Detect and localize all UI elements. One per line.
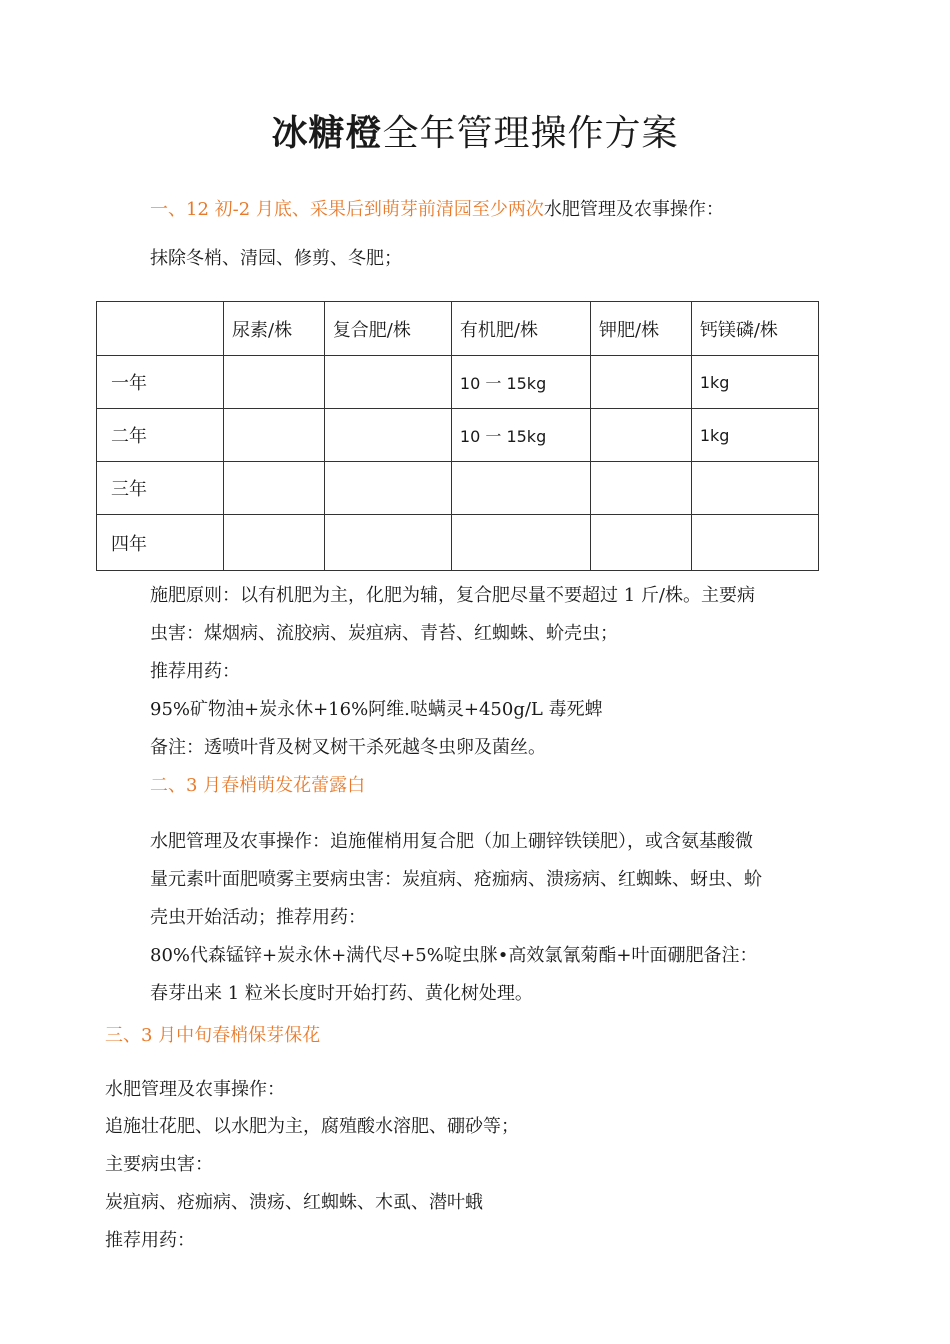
section2-heading: 二、3 月春梢萌发花蕾露白: [150, 775, 366, 796]
section1-heading-rest: 水肥管理及农事操作：: [543, 199, 724, 220]
table-cell: 10 一 15kg: [451, 409, 590, 462]
table-cell: 三年: [97, 462, 224, 515]
table-header-cell: 尿素/株: [224, 302, 325, 356]
table-cell: [591, 356, 692, 409]
fertilizer-principle-line2: 虫害：煤烟病、流胶病、炭疽病、青苔、红蜘蛛、蚧壳虫；: [150, 623, 618, 644]
table-header-cell: [97, 302, 224, 356]
section2-line4: 80%代森锰锌+炭永休+满代尽+5%啶虫脒•高效氯氰菊酯+叶面硼肥备注：: [150, 945, 758, 966]
title-rest-part: 全年管理操作方案: [382, 113, 679, 154]
table-cell: [324, 409, 451, 462]
table-cell: 1kg: [691, 409, 818, 462]
section1-heading: [150, 197, 724, 223]
section2-line2: 量元素叶面肥喷雾主要病虫害：炭疽病、疮痂病、溃疡病、红蜘蛛、蚜虫、蚧: [150, 869, 762, 890]
table-cell: 二年: [97, 409, 224, 462]
table-cell: [224, 515, 325, 571]
table-header-cell: 钾肥/株: [591, 302, 692, 356]
section3-heading: 三、3 月中旬春梢保芽保花: [105, 1025, 321, 1046]
table-cell: [324, 356, 451, 409]
table-header-cell: 钙镁磷/株: [691, 302, 818, 356]
table-cell: [224, 462, 325, 515]
table-cell: [451, 515, 590, 571]
section3-line5: 推荐用药：: [105, 1230, 195, 1251]
table-cell: 1kg: [691, 356, 818, 409]
table-cell: [591, 515, 692, 571]
title-bold-part: 冰糖橙: [271, 113, 383, 154]
section3-line3: 主要病虫害：: [105, 1154, 213, 1175]
table-header-row: [97, 302, 819, 356]
fertilizer-principle-line1: 施肥原则：以有机肥为主，化肥为辅，复合肥尽量不要超过 1 斤/株。主要病: [150, 585, 755, 606]
section3-line2: 追施壮花肥、以水肥为主，腐殖酸水溶肥、硼砂等；: [105, 1116, 519, 1137]
table-cell: [324, 515, 451, 571]
table-cell: [591, 409, 692, 462]
section2-line1: 水肥管理及农事操作：追施催梢用复合肥（加上硼锌铁镁肥），或含氨基酸微: [150, 831, 753, 852]
section3-line4: 炭疽病、疮痂病、溃疡、红蜘蛛、木虱、潜叶蛾: [105, 1192, 483, 1213]
section1-heading-highlight: 一、12 初-2 月底、采果后到萌芽前清园至少两次: [150, 199, 544, 220]
table-cell: [224, 356, 325, 409]
table-header-cell: 有机肥/株: [451, 302, 590, 356]
table-row: [97, 462, 819, 515]
table-row: [97, 409, 819, 462]
table-cell: [691, 515, 818, 571]
section3-line1: 水肥管理及农事操作：: [105, 1079, 285, 1100]
table-cell: [224, 409, 325, 462]
document-title: [0, 108, 950, 160]
fertilizer-table: [96, 301, 819, 571]
table-header-cell: 复合肥/株: [324, 302, 451, 356]
table-cell: [324, 462, 451, 515]
section1-note: 备注：透喷叶背及树叉树干杀死越冬虫卵及菌丝。: [150, 737, 546, 758]
table-row: [97, 515, 819, 571]
table-row: [97, 356, 819, 409]
table-cell: [591, 462, 692, 515]
table-cell: [451, 462, 590, 515]
table-cell: 10 一 15kg: [451, 356, 590, 409]
section1-tasks: 抹除冬梢、清园、修剪、冬肥；: [150, 248, 402, 269]
table-cell: 一年: [97, 356, 224, 409]
recommend-label: 推荐用药：: [150, 661, 240, 682]
table-cell: 四年: [97, 515, 224, 571]
section2-line5: 春芽出来 1 粒米长度时开始打药、黄化树处理。: [150, 983, 533, 1004]
section2-line3: 壳虫开始活动；推荐用药：: [150, 907, 366, 928]
recommend-pesticides: 95%矿物油+炭永休+16%阿维.哒螨灵+450g/L 毒死蜱: [150, 699, 603, 720]
table-cell: [691, 462, 818, 515]
